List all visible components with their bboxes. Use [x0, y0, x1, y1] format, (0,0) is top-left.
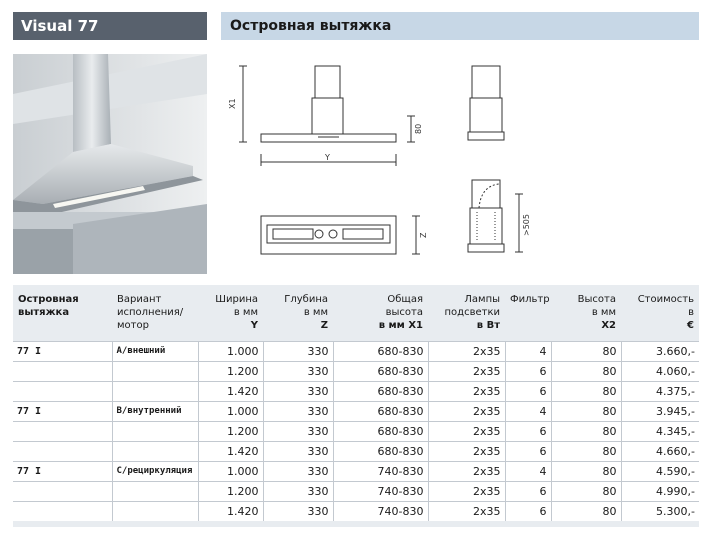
header-line: Общая: [387, 294, 423, 305]
cell-height: 680-830: [333, 401, 428, 421]
table-header-row: [13, 285, 699, 341]
cell-width: 1.420: [198, 381, 263, 401]
header-line: Y: [250, 320, 258, 331]
cell-x2: 80: [551, 381, 621, 401]
col-lamps-header: [428, 285, 505, 341]
table-row: [13, 461, 699, 481]
cell-variant: B/внутренний: [112, 401, 198, 421]
table-row: [13, 341, 699, 361]
table-row: [13, 441, 699, 461]
cell-depth: 330: [263, 361, 333, 381]
table-row: [13, 361, 699, 381]
header-line: Стоимость: [637, 294, 694, 305]
table-row: [13, 481, 699, 501]
cell-filter: 6: [505, 501, 551, 521]
cell-price: 4.060,-: [621, 361, 699, 381]
brand-name: Visual: [21, 17, 73, 35]
cell-width: 1.200: [198, 361, 263, 381]
cell-price: 4.345,-: [621, 421, 699, 441]
col-depth-header: [263, 285, 333, 341]
table-body: [13, 341, 699, 521]
cell-model: [13, 441, 112, 461]
cell-x2: 80: [551, 501, 621, 521]
specifications-table: [13, 285, 699, 527]
cell-height: 680-830: [333, 441, 428, 461]
header-line: Фильтр: [510, 294, 550, 305]
header-line: высота: [385, 307, 423, 318]
cell-model: 77 I: [13, 341, 112, 361]
label-80: 80: [414, 123, 423, 134]
table-row: [13, 401, 699, 421]
product-photo: [13, 54, 207, 274]
label-505: >505: [522, 214, 531, 236]
header-line: Островная: [18, 294, 79, 305]
header-line: X2: [601, 320, 616, 331]
header-line: Вариант: [117, 294, 162, 305]
header-line: подсветки: [444, 307, 500, 318]
cell-width: 1.000: [198, 461, 263, 481]
table-row: [13, 501, 699, 521]
header-line: Глубина: [284, 294, 328, 305]
col-width-header: [198, 285, 263, 341]
table-row: [13, 381, 699, 401]
label-x1: X1: [228, 98, 237, 109]
cell-variant: C/рециркуляция: [112, 461, 198, 481]
section-title: Островная вытяжка: [221, 12, 699, 40]
dimension-drawings: [221, 54, 699, 274]
col-price-header: [621, 285, 699, 341]
label-z: Z: [419, 232, 428, 238]
cell-x2: 80: [551, 361, 621, 381]
cell-depth: 330: [263, 481, 333, 501]
cell-width: 1.420: [198, 441, 263, 461]
header-line: мотор: [117, 320, 149, 331]
cell-depth: 330: [263, 341, 333, 361]
cell-model: [13, 481, 112, 501]
cell-filter: 4: [505, 401, 551, 421]
product-title: [13, 12, 207, 40]
col-height-header: [333, 285, 428, 341]
col-variant-header: [112, 285, 198, 341]
cell-depth: 330: [263, 381, 333, 401]
cell-x2: 80: [551, 481, 621, 501]
table-row: [13, 421, 699, 441]
cell-variant: [112, 441, 198, 461]
cell-height: 680-830: [333, 421, 428, 441]
cell-width: 1.420: [198, 501, 263, 521]
cell-lamps: 2x35: [428, 481, 505, 501]
cell-variant: [112, 381, 198, 401]
cell-height: 740-830: [333, 481, 428, 501]
cell-price: 3.660,-: [621, 341, 699, 361]
cell-model: [13, 381, 112, 401]
cell-model: 77 I: [13, 461, 112, 481]
cell-x2: 80: [551, 441, 621, 461]
header-line: €: [687, 320, 694, 331]
cell-price: 4.990,-: [621, 481, 699, 501]
cell-depth: 330: [263, 461, 333, 481]
cell-lamps: 2x35: [428, 421, 505, 441]
cell-model: [13, 361, 112, 381]
cell-width: 1.000: [198, 341, 263, 361]
cell-height: 680-830: [333, 341, 428, 361]
cell-model: [13, 421, 112, 441]
col-model-header: [13, 285, 112, 341]
header-line: исполнения/: [117, 307, 184, 318]
cell-width: 1.000: [198, 401, 263, 421]
hood-photo-illustration: [13, 54, 207, 274]
technical-drawings: [221, 54, 699, 274]
cell-width: 1.200: [198, 481, 263, 501]
cell-lamps: 2x35: [428, 501, 505, 521]
cell-x2: 80: [551, 341, 621, 361]
cell-height: 740-830: [333, 501, 428, 521]
header-line: в Вт: [476, 320, 500, 331]
header-line: в мм X1: [378, 320, 423, 331]
cell-filter: 6: [505, 361, 551, 381]
cell-lamps: 2x35: [428, 341, 505, 361]
col-filter-header: [505, 285, 551, 341]
cell-filter: 6: [505, 421, 551, 441]
cell-lamps: 2x35: [428, 381, 505, 401]
cell-lamps: 2x35: [428, 361, 505, 381]
label-y: Y: [325, 153, 330, 162]
cell-filter: 6: [505, 381, 551, 401]
model-number: 77: [77, 17, 99, 35]
cell-price: 4.375,-: [621, 381, 699, 401]
cell-variant: [112, 421, 198, 441]
cell-x2: 80: [551, 461, 621, 481]
header-line: Лампы: [464, 294, 500, 305]
cell-variant: [112, 361, 198, 381]
header-line: в: [688, 307, 694, 318]
header-line: Высота: [577, 294, 616, 305]
cell-price: 5.300,-: [621, 501, 699, 521]
cell-variant: A/внешний: [112, 341, 198, 361]
cell-x2: 80: [551, 421, 621, 441]
header-line: в мм: [303, 307, 328, 318]
header-line: Z: [320, 320, 328, 331]
cell-depth: 330: [263, 441, 333, 461]
cell-price: 4.660,-: [621, 441, 699, 461]
cell-depth: 330: [263, 401, 333, 421]
cell-variant: [112, 501, 198, 521]
header-line: в мм: [591, 307, 616, 318]
cell-height: 680-830: [333, 381, 428, 401]
cell-price: 4.590,-: [621, 461, 699, 481]
header-line: вытяжка: [18, 307, 70, 318]
cell-filter: 4: [505, 461, 551, 481]
cell-height: 740-830: [333, 461, 428, 481]
cell-depth: 330: [263, 421, 333, 441]
cell-filter: 6: [505, 481, 551, 501]
cell-lamps: 2x35: [428, 461, 505, 481]
cell-x2: 80: [551, 401, 621, 421]
cell-filter: 4: [505, 341, 551, 361]
cell-model: [13, 501, 112, 521]
cell-depth: 330: [263, 501, 333, 521]
header-line: Ширина: [215, 294, 258, 305]
cell-filter: 6: [505, 441, 551, 461]
col-x2-header: [551, 285, 621, 341]
cell-price: 3.945,-: [621, 401, 699, 421]
cell-model: 77 I: [13, 401, 112, 421]
header-line: в мм: [233, 307, 258, 318]
cell-variant: [112, 481, 198, 501]
cell-height: 680-830: [333, 361, 428, 381]
cell-width: 1.200: [198, 421, 263, 441]
cell-lamps: 2x35: [428, 401, 505, 421]
cell-lamps: 2x35: [428, 441, 505, 461]
price-table: [13, 285, 699, 521]
